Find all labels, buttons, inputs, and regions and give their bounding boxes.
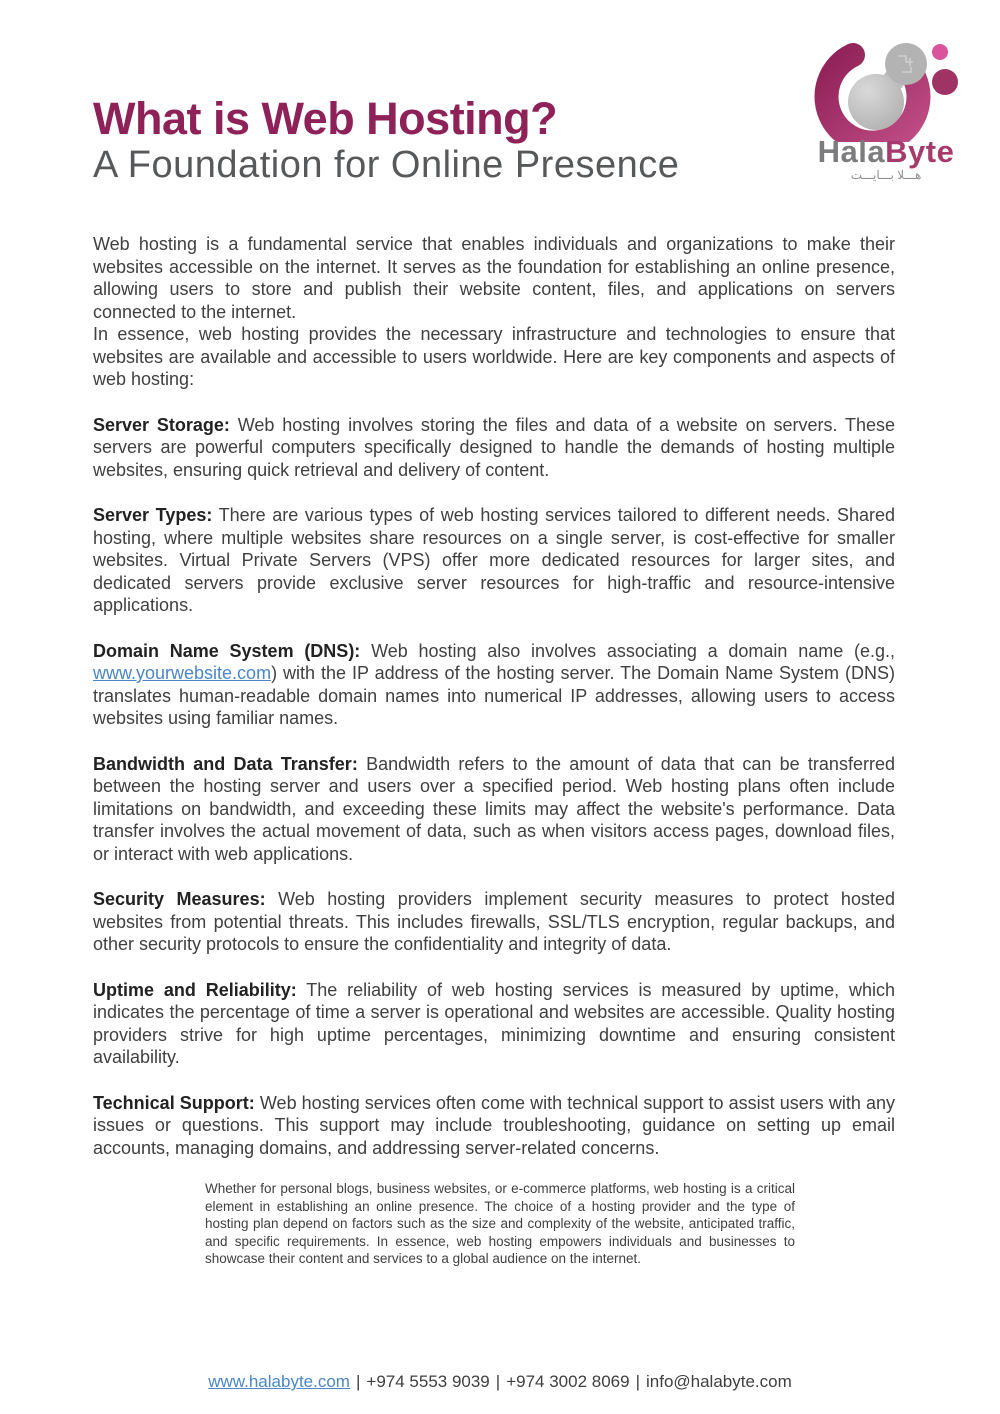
logo-arabic-text: هـــلا بـــايـــت: [850, 168, 922, 182]
footer-email: info@halabyte.com: [645, 1372, 792, 1391]
section-label: Security Measures:: [93, 889, 266, 910]
section-security: [93, 888, 895, 956]
document-body: [93, 95, 895, 1268]
footer-separator: |: [355, 1372, 361, 1391]
footer: [0, 1372, 1000, 1392]
halabyte-website-link[interactable]: www.halabyte.com: [208, 1372, 350, 1391]
body-text: [93, 233, 895, 1159]
footer-separator: |: [635, 1372, 640, 1391]
section-text: Bandwidth refers to the amount of data that can be transferred between the hosting server and users over a specified period. Web hosting plans often include limitations on bandwidth, and exceeding these limits may affect the website's performance. Data transfer involves the actual movement of data, such as when visitors access pages, download files, or interact with web applications.: [93, 753, 895, 864]
section-text: Web hosting providers implement security measures to protect hosted websites from potential threats. This includes firewalls, SSL/TLS encryption, regular backups, and other security protocols to ensure the confidentiality and integrity of data.: [93, 889, 895, 955]
section-label: Technical Support:: [93, 1092, 255, 1113]
yourwebsite-link[interactable]: www.yourwebsite.com: [93, 663, 272, 684]
section-text-before-link: Web hosting also involves associating a domain name (e.g.,: [371, 640, 895, 661]
footer-phone-1: +974 5553 9039: [366, 1372, 490, 1391]
section-text: Web hosting involves storing the files and data of a website on servers. These servers are powerful computers specifically designed to handle the demands of hosting multiple websites, ensuring quick retrieval and delivery of content.: [93, 414, 896, 480]
section-text: The reliability of web hosting services is measured by uptime, which indicates the percentage of time a server is operational and websites are accessible. Quality hosting providers strive for high uptime percentages, minimizing downtime and ensuring consistent availability.: [93, 979, 895, 1068]
page-subtitle: A Foundation for Online Presence: [93, 144, 680, 187]
section-server-types: [93, 504, 895, 617]
section-text: There are various types of web hosting services tailored to different needs. Shared hosting, where multiple websites share resources on a single server, is cost-effective for smaller websites. Virtual Private Servers (VPS) offer more dedicated resources for larger sites, and dedicated servers provide exclusive server resources for high-traffic and resource-intensive applications.: [93, 505, 895, 616]
section-bandwidth: [93, 753, 895, 866]
section-text: Web hosting services often come with technical support to assist users with any issues or questions. This support may include troubleshooting, guidance on setting up email accounts, managing domains, and addressing server-related concerns.: [93, 1092, 895, 1158]
page-title: What is Web Hosting?: [93, 93, 558, 144]
logo-word-hala: Hala: [817, 134, 886, 169]
section-text-after-link: ) with the IP address of the hosting server. The Domain Name System (DNS) translates human-readable domain names into numerical IP addresses, allowing users to access websites using familiar names.: [93, 663, 895, 729]
section-server-storage: [93, 414, 895, 482]
section-technical-support: [93, 1092, 895, 1160]
logo-word-byte: Byte: [885, 134, 955, 169]
section-label: Server Types:: [93, 505, 213, 526]
section-dns: [93, 640, 895, 730]
closing-paragraph: Whether for personal blogs, business websites, or e-commerce platforms, web hosting is a critical element in establishing an online presence. The choice of a hosting provider and the type of hosting plan depend on factors such as the size and complexity of the website, anticipated traffic, and specific requirements. In essence, web hosting empowers individuals and businesses to showcase their content and services to a global audience on the internet.: [205, 1181, 795, 1267]
section-label: Bandwidth and Data Transfer:: [93, 753, 358, 774]
intro-paragraph-1: Web hosting is a fundamental service that enables individuals and organizations to make their websites accessible on the internet. It serves as the foundation for establishing an online presence, allowing users to store and publish their website content, files, and applications on servers connected to the internet.: [93, 234, 895, 322]
section-uptime: [93, 979, 895, 1069]
footer-phone-2: +974 3002 8069: [506, 1372, 630, 1391]
intro-paragraph-2: In essence, web hosting provides the necessary infrastructure and technologies to ensure that websites are available and accessible to users worldwide. Here are key components and aspects of web hosting:: [93, 324, 895, 390]
section-label: Domain Name System (DNS):: [93, 640, 361, 661]
section-label: Uptime and Reliability:: [93, 979, 297, 1000]
footer-separator: |: [495, 1372, 501, 1391]
section-label: Server Storage:: [93, 414, 230, 435]
